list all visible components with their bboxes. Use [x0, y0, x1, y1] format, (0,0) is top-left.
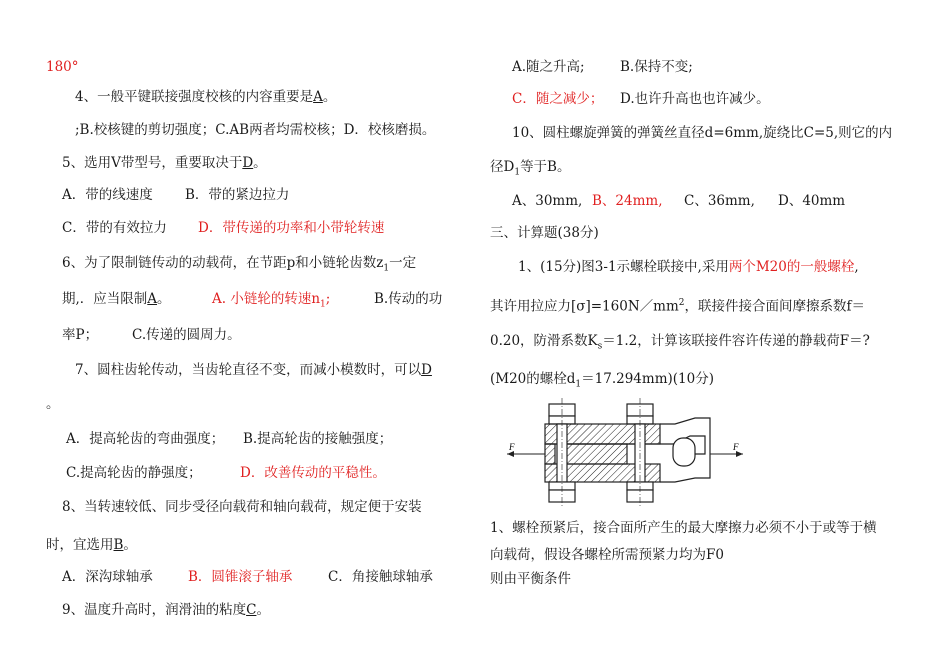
- question-10-line2: 径$D_1$等于B。: [490, 159, 571, 178]
- force-label-right: F: [733, 442, 739, 452]
- calc-1-line4: (M20的螺栓$d_1=17.294mm)(10$分): [490, 371, 714, 390]
- question-6-option-a: A. 小链轮的转速$n_1$;: [212, 291, 331, 310]
- answer: D: [421, 362, 432, 378]
- question-9-option-c: C．随之减少；: [512, 91, 604, 107]
- answer: C: [246, 602, 257, 618]
- question-5: 5、选用V带型号，重要取决于D。: [62, 155, 267, 171]
- highlight-bolts: 两个M20的一般螺栓: [728, 259, 855, 275]
- force-label-left: F: [509, 442, 515, 452]
- question-9: 9、温度升高时，润滑油的粘度C。: [62, 602, 270, 618]
- answer-line3: 则由平衡条件: [490, 571, 571, 587]
- question-10-option-a: A、30mm,: [512, 193, 583, 209]
- question-6-line3a: 率P；: [62, 327, 99, 343]
- answer: B: [113, 537, 124, 553]
- question-10-option-d: D、40mm: [778, 193, 846, 209]
- answer-line2: 向载荷，假设各螺栓所需预紧力均为F0: [490, 547, 724, 563]
- calc-1-line1: 1、(15分)图3-1示螺栓联接中,采用两个M20的一般螺栓,: [518, 259, 859, 275]
- question-9-option-a: A.随之升高;: [512, 59, 585, 75]
- question-8-option-b: B．圆锥滚子轴承: [188, 569, 293, 585]
- bolt-joint-figure: [505, 398, 745, 508]
- question-8-line1: 8、当转速较低、同步受径向载荷和轴向载荷，规定便于安装: [62, 499, 422, 515]
- answer: A: [313, 89, 323, 105]
- question-7-line1: 7、圆柱齿轮传动，当齿轮直径不变，而减小模数时，可以D: [75, 362, 432, 378]
- question-text: 4、一般平键联接强度校核的内容重要是: [75, 89, 314, 105]
- question-5-option-d: D．带传递的功率和小带轮转速: [198, 220, 385, 236]
- question-7-option-b: B.提高轮齿的接触强度；: [243, 431, 393, 447]
- question-6-line1: 6、为了限制链传动的动载荷，在节距p和小链轮齿数$z_1$一定: [62, 255, 417, 274]
- question-7-option-c: C.提高轮齿的静强度；: [66, 465, 202, 481]
- question-10-option-b: B、24mm,: [592, 193, 663, 209]
- question-4-options: ;B.校核键的剪切强度；C.AB两者均需校核；D．校核磨损。: [75, 122, 436, 138]
- answer: D: [242, 155, 254, 171]
- question-8-option-c: C．角接触球轴承: [328, 569, 433, 585]
- calc-1-line2: 其许用拉应力$[\sigma]=160N/mm^2$，联接件接合面间摩擦系数f＝: [490, 298, 865, 315]
- calc-1-line3: 0.20，防滑系数$K_s=1.2$，计算该联接件容许传递的静载荷F＝?: [490, 333, 870, 352]
- question-8-option-a: A．深沟球轴承: [62, 569, 153, 585]
- question-5-option-c: C．带的有效拉力: [62, 220, 167, 236]
- question-6-option-c: C.传递的圆周力。: [132, 327, 241, 343]
- question-5-option-a: A．带的线速度: [62, 187, 153, 203]
- question-10-option-c: C、36mm,: [684, 193, 755, 209]
- question-10-line1: 10、圆柱螺旋弹簧的弹簧丝直径d=6mm,旋绕比C=5,则它的内: [512, 125, 893, 141]
- question-7-end: 。: [46, 396, 60, 412]
- angle-fragment: 180°: [46, 59, 79, 75]
- question-5-option-b: B．带的紧边拉力: [185, 187, 290, 203]
- question-6-line2: 期,．应当限制A。: [62, 291, 171, 307]
- question-4: 4、一般平键联接强度校核的内容重要是A。: [75, 89, 337, 105]
- question-9-option-d: D.也许升高也也许减少。: [620, 91, 770, 107]
- question-8-line2: 时，宜选用B。: [46, 537, 137, 553]
- question-7-option-a: A．提高轮齿的弯曲强度；: [66, 431, 225, 447]
- question-6-option-b: B.传动的功: [374, 291, 443, 307]
- answer-line1: 1、螺栓预紧后，接合面所产生的最大摩擦力必须不小于或等于横: [490, 520, 877, 536]
- section-3-heading: 三、计算题(38分): [490, 225, 599, 241]
- question-7-option-d: D．改善传动的平稳性。: [240, 465, 386, 481]
- answer: A: [147, 291, 158, 307]
- question-9-option-b: B.保持不变;: [620, 59, 693, 75]
